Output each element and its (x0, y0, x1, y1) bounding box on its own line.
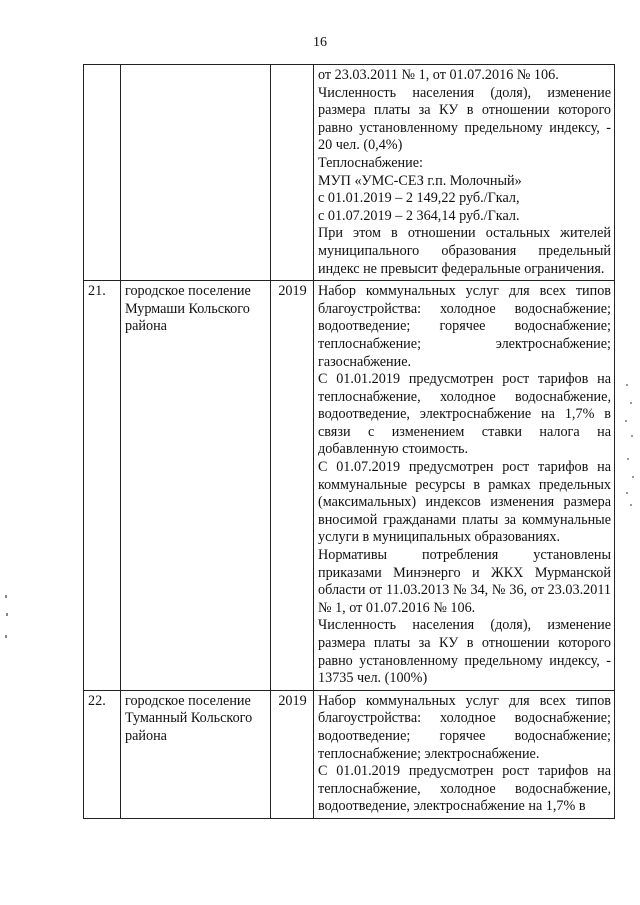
row-number: 21. (84, 281, 121, 691)
description-paragraph: Теплоснабжение: (318, 154, 423, 171)
municipality-name: городское поселение Мурмаши Кольского района (121, 281, 271, 691)
scan-artifact (4, 595, 10, 655)
description-paragraph: Численность населения (доля), изменение размера платы за КУ в отношении которого равно установленному предельному индексу, - 20 чел. (0,4%) (318, 84, 611, 154)
description-paragraph: с 01.01.2019 – 2 149,22 руб./Гкал, (318, 190, 520, 207)
description-paragraph: Набор коммунальных услуг для всех типов благоустройства: холодное водоснабжение; водоотведение; горячее водоснабжение; теплоснабжение; электроснабжение; газоснабжение. (318, 283, 611, 370)
description-paragraph: С 01.01.2019 предусмотрен рост тарифов на теплоснабжение, холодное водоснабжение, водоотведение, электроснабжение на 1,7% в связи с изменением ставки налога на добавленную стоимость. (318, 371, 611, 458)
scan-artifact (624, 380, 636, 510)
tariff-table (83, 64, 615, 819)
description-cell (314, 65, 615, 281)
row-year (271, 65, 314, 281)
description-paragraph: Численность населения (доля), изменение размера платы за КУ в отношении которого равно установленному предельному индексу, - 13735 чел. (100%) (318, 617, 611, 687)
description-paragraph: Нормативы потребления установлены приказами Минэнерго и ЖКХ Мурманской области от 11.03.2013 № 34, № 36, от 23.03.2011 № 1, от 01.07.2016 № 106. (318, 547, 611, 616)
description-paragraph: С 01.01.2019 предусмотрен рост тарифов на теплоснабжение, холодное водоснабжение, водоотведение, электроснабжение на 1,7% в (318, 763, 611, 815)
municipality-name: городское поселение Туманный Кольского района (121, 690, 271, 818)
page-number: 16 (313, 35, 327, 50)
description-paragraph: от 23.03.2011 № 1, от 01.07.2016 № 106. (318, 67, 559, 83)
description-paragraph: Набор коммунальных услуг для всех типов благоустройства: холодное водоснабжение; водоотведение; горячее водоснабжение; теплоснабжение; электроснабжение. (318, 692, 611, 762)
description-paragraph: с 01.07.2019 – 2 364,14 руб./Гкал. (318, 207, 520, 224)
row-year: 2019 (271, 690, 314, 818)
description-cell (314, 690, 615, 818)
row-number (84, 65, 121, 281)
description-paragraph: МУП «УМС-СЕЗ г.п. Молочный» (318, 172, 522, 189)
municipality-name (121, 65, 271, 281)
table-row (84, 65, 615, 281)
description-paragraph: С 01.07.2019 предусмотрен рост тарифов на коммунальные ресурсы в рамках предельных (максимальных) индексов изменения размера вносимой гражданами платы за коммунальные услуги в муниципальных образованиях. (318, 459, 611, 546)
row-year: 2019 (271, 281, 314, 691)
row-number: 22. (84, 690, 121, 818)
description-cell (314, 281, 615, 691)
description-paragraph: При этом в отношении остальных жителей муниципального образования предельный индекс не превысит федеральные ограничения. (318, 225, 611, 277)
table-row (84, 690, 615, 818)
table-row (84, 281, 615, 691)
